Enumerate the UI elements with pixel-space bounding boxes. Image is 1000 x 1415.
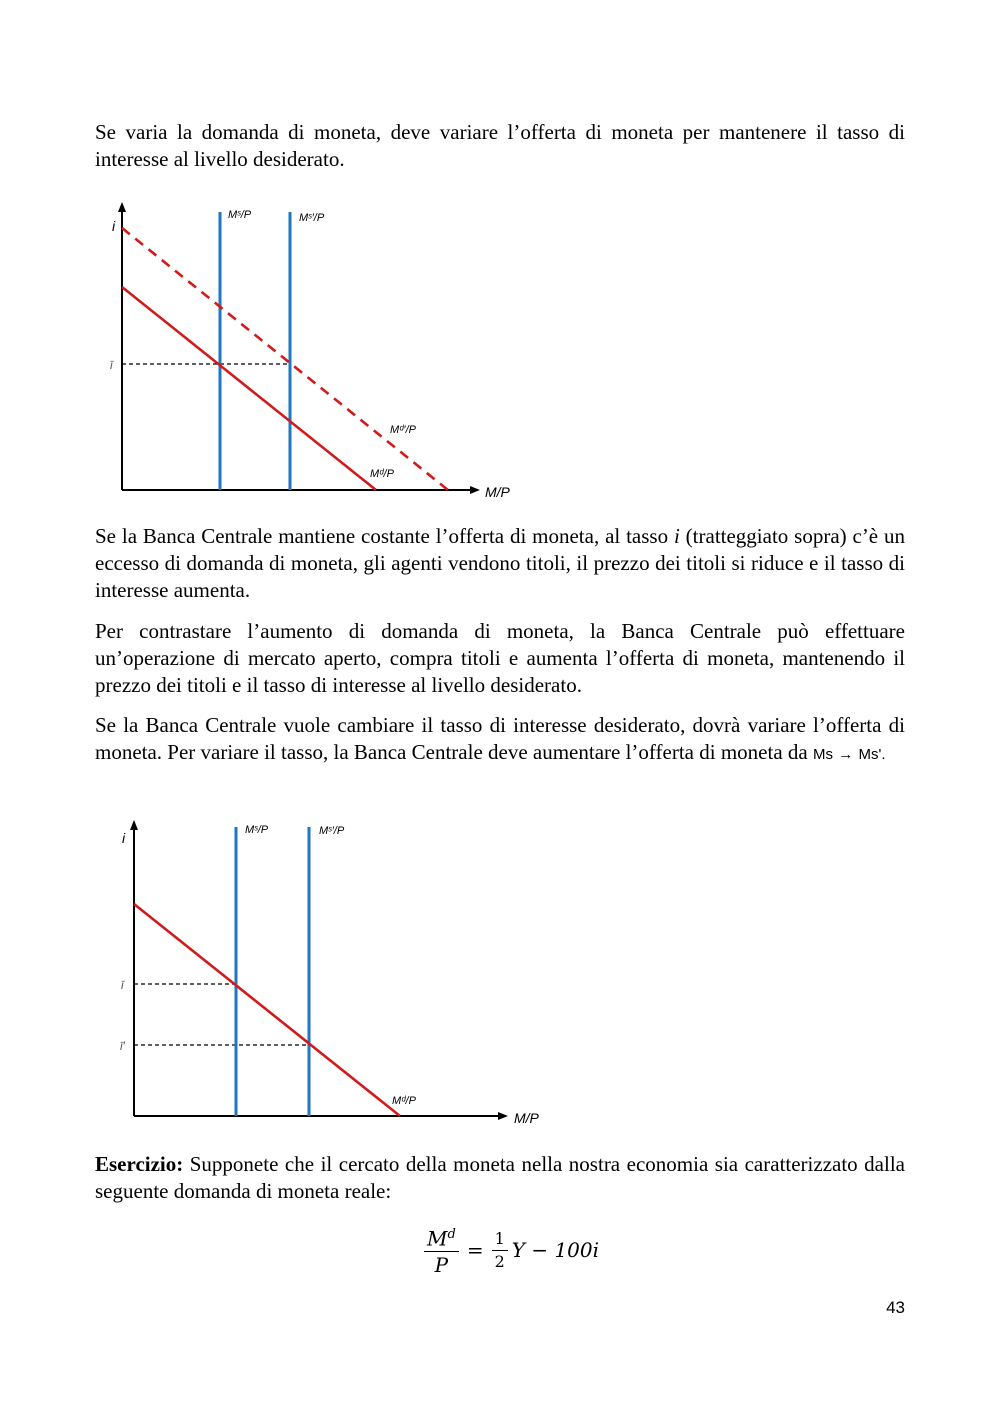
- x-axis-label: M/P: [485, 484, 510, 500]
- paragraph-text: Se la Banca Centrale mantiene costante l’offerta di moneta, al tasso: [95, 524, 674, 548]
- paragraph-open-market: Per contrastare l’aumento di domanda di moneta, la Banca Centrale può effettuare un’operazione di mercato aperto, compra titoli e aumenta l’offerta di moneta, mantenendo il prezzo dei titoli e il tasso di interesse al livello desiderato.: [95, 619, 905, 697]
- formula-equals: =: [466, 1238, 484, 1262]
- rate-label: ī: [110, 358, 113, 372]
- money-demand-formula: [420, 1222, 599, 1278]
- money-demand-shifted-label: Mᵈ′/P: [390, 424, 416, 436]
- rate-new-label: ī′: [120, 1039, 125, 1053]
- paragraph-text: (tratteggiato sopra) c’è un eccesso di domanda di moneta, gli agenti vendono titoli, il prezzo dei titoli si riduce e il tasso di interesse aumenta.: [95, 524, 905, 602]
- formula-lhs-numerator: M: [427, 1226, 448, 1251]
- rate-label: ī: [121, 978, 124, 992]
- money-supply-shifted-label: Mˢ′/P: [319, 825, 345, 837]
- page-number: 43: [886, 1298, 905, 1317]
- paragraph-excess-demand: [95, 523, 905, 604]
- money-demand-label: Mᵈ/P: [370, 468, 394, 480]
- formula-half-numerator: 1: [492, 1229, 508, 1251]
- money-supply-label: Mˢ/P: [245, 824, 269, 836]
- y-axis-label: i: [122, 830, 126, 846]
- y-axis-arrow: [130, 820, 138, 830]
- y-axis-arrow: [118, 202, 126, 212]
- money-market-chart-demand-shift: [100, 198, 530, 508]
- money-demand-line: [122, 287, 376, 490]
- x-axis-arrow: [498, 1112, 508, 1120]
- y-axis-label: i: [112, 218, 116, 234]
- money-demand-line: [134, 904, 400, 1116]
- paragraph-intro: Se varia la domanda di moneta, deve variare l’offerta di moneta per mantenere il tasso di interesse al livello desiderato.: [95, 120, 905, 171]
- arrow-icon: →: [838, 746, 854, 763]
- formula-rhs: Y − 100i: [511, 1238, 600, 1262]
- money-supply-shifted-label: Mˢ′/P: [299, 212, 325, 224]
- formula-half-denominator: 2: [494, 1251, 505, 1271]
- money-supply-shifted-symbol: Ms'.: [858, 746, 886, 763]
- formula-half-fraction: [492, 1229, 508, 1272]
- exercise-label: Esercizio:: [95, 1152, 184, 1176]
- formula-lhs-fraction: [424, 1223, 459, 1278]
- money-demand-shifted-line: [122, 228, 448, 490]
- x-axis-arrow: [470, 486, 480, 494]
- formula-lhs-denominator: P: [434, 1253, 449, 1278]
- x-axis-label: M/P: [514, 1110, 539, 1126]
- paragraph-exercise: [95, 1151, 905, 1205]
- paragraph-text: Se la Banca Centrale vuole cambiare il tasso di interesse desiderato, dovrà variare l’offerta di moneta. Per variare il tasso, la Banca Centrale deve aumentare l’offerta di moneta da: [95, 713, 905, 764]
- rate-symbol: i: [673, 524, 680, 548]
- paragraph-change-rate: [95, 712, 905, 768]
- money-supply-label: Mˢ/P: [228, 209, 252, 221]
- formula-lhs-superscript: d: [447, 1226, 456, 1242]
- money-market-chart-supply-shift: [110, 815, 560, 1130]
- money-demand-label: Mᵈ/P: [392, 1095, 416, 1107]
- paragraph-text: Supponete che il cercato della moneta nella nostra economia sia caratterizzato dalla seguente domanda di moneta reale:: [95, 1152, 905, 1203]
- money-supply-symbol: Ms: [812, 746, 833, 763]
